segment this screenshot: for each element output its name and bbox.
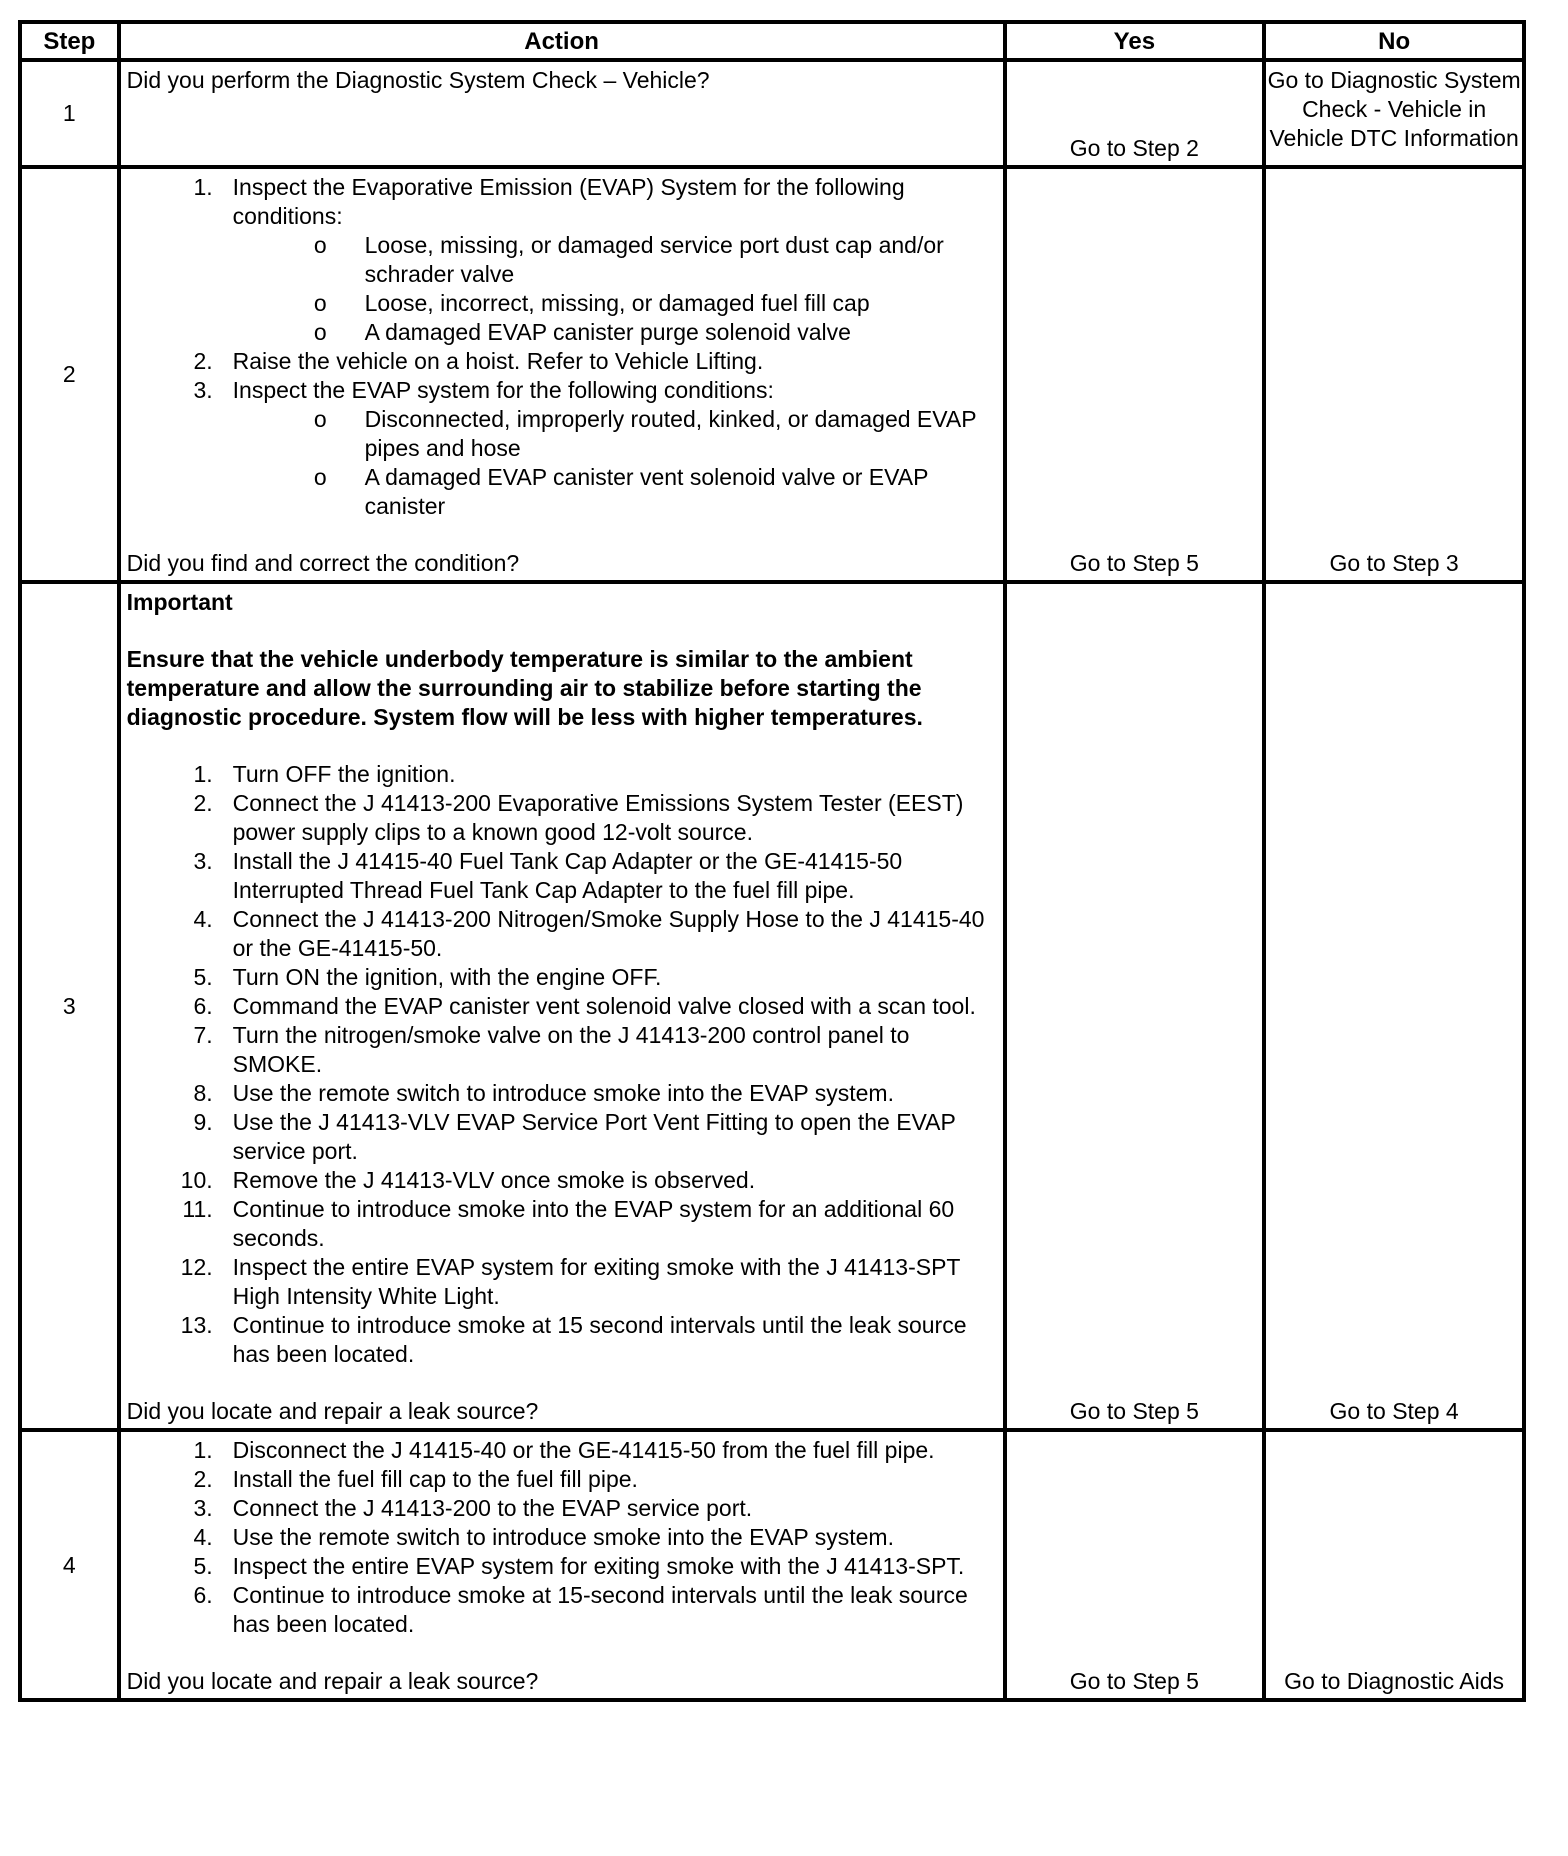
item-number: 10 . (127, 1166, 219, 1195)
yes-cell: Go to Step 5 (1005, 582, 1265, 1430)
item-number: 13 . (127, 1311, 219, 1369)
sub-item (233, 405, 999, 463)
important-heading: Important (126, 589, 233, 615)
step-row-1 (20, 60, 1524, 167)
item-number: 12 . (127, 1253, 219, 1311)
item-text: Inspect the entire EVAP system for exiting smoke with the J 41413-SPT. (232, 1553, 965, 1579)
question-text: Did you locate and repair a leak source? (126, 1668, 539, 1694)
item-text: Continue to introduce smoke at 15 second intervals until the leak source has been located. (232, 1312, 967, 1367)
step-row-2 (20, 167, 1524, 582)
item-number: 11 . (127, 1195, 219, 1253)
list-item (127, 963, 999, 992)
sub-item-text: Loose, missing, or damaged service port dust cap and/or schrader valve (364, 232, 944, 287)
item-number: 2 . (127, 1465, 219, 1494)
sub-item (233, 463, 999, 521)
list-item (127, 1311, 999, 1369)
header-action: Action (119, 22, 1005, 60)
list-item (127, 1021, 999, 1079)
item-text: Use the remote switch to introduce smoke into the EVAP system. (232, 1080, 894, 1106)
list-item (127, 1494, 999, 1523)
yes-cell: Go to Step 5 (1005, 167, 1265, 582)
no-cell: Go to Diagnostic Aids (1264, 1430, 1524, 1700)
item-number: 1 . (127, 760, 219, 789)
list-item (127, 789, 999, 847)
item-number: 6 . (127, 1581, 219, 1639)
list-item (127, 992, 999, 1021)
item-text: Turn ON the ignition, with the engine OFF. (232, 964, 662, 990)
bullet: o (313, 232, 327, 258)
item-number: 7 . (127, 1021, 219, 1079)
item-number: 2 . (127, 789, 219, 847)
item-text: Install the J 41415-40 Fuel Tank Cap Adapter or the GE-41415-50 Interrupted Thread Fuel Tank Cap Adapter to the fuel fill pipe. (232, 848, 903, 903)
item-number: 4 . (127, 905, 219, 963)
list-item (127, 905, 999, 963)
item-number: 5 . (127, 1552, 219, 1581)
item-number: 8 . (127, 1079, 219, 1108)
no-cell: Go to Diagnostic System Check - Vehicle in Vehicle DTC Information (1264, 60, 1524, 167)
yes-cell: Go to Step 2 (1005, 60, 1265, 167)
header-no: No (1264, 22, 1524, 60)
list-item (127, 173, 999, 347)
item-number: 6 . (127, 992, 219, 1021)
item-text: Continue to introduce smoke at 15-second intervals until the leak source has been located. (232, 1582, 968, 1637)
header-row (20, 22, 1524, 60)
no-cell: Go to Step 4 (1264, 582, 1524, 1430)
important-text: Ensure that the vehicle underbody temperature is similar to the ambient temperature and allow the surrounding air to stabilize before starting the diagnostic procedure. System flow will be less with higher temperatures. (126, 646, 923, 730)
action-list (127, 1436, 999, 1639)
sub-item (233, 318, 999, 347)
header-step: Step (20, 22, 119, 60)
item-text: Connect the J 41413-200 to the EVAP service port. (232, 1495, 753, 1521)
item-text: Use the J 41413-VLV EVAP Service Port Vent Fitting to open the EVAP service port. (232, 1109, 956, 1164)
action-list (127, 760, 999, 1369)
step-row-3 (20, 582, 1524, 1430)
sub-list (233, 405, 999, 521)
item-text: Turn OFF the ignition. (232, 761, 456, 787)
action-list (127, 173, 999, 521)
sub-item (233, 231, 999, 289)
item-text: Continue to introduce smoke into the EVAP system for an additional 60 seconds. (232, 1196, 955, 1251)
list-item (127, 1195, 999, 1253)
item-text: Install the fuel fill cap to the fuel fill pipe. (232, 1466, 638, 1492)
step-number: 2 (20, 167, 119, 582)
list-item (127, 1465, 999, 1494)
sub-item (233, 289, 999, 318)
item-text: Disconnect the J 41415-40 or the GE-41415-50 from the fuel fill pipe. (232, 1437, 935, 1463)
list-item (127, 1253, 999, 1311)
item-number: 9 . (127, 1108, 219, 1166)
sub-item-text: Disconnected, improperly routed, kinked, or damaged EVAP pipes and hose (364, 406, 977, 461)
item-number: 3 . (127, 376, 219, 521)
list-item (127, 1436, 999, 1465)
item-text: Turn the nitrogen/smoke valve on the J 41413-200 control panel to SMOKE. (232, 1022, 910, 1077)
diagnostic-table (18, 20, 1526, 1702)
item-number: 3 . (127, 1494, 219, 1523)
item-text: Use the remote switch to introduce smoke into the EVAP system. (232, 1524, 894, 1550)
sub-item-text: A damaged EVAP canister vent solenoid valve or EVAP canister (364, 464, 929, 519)
list-item (127, 1523, 999, 1552)
action-cell (119, 167, 1005, 582)
action-cell (119, 582, 1005, 1430)
item-text: Inspect the Evaporative Emission (EVAP) System for the following conditions: (232, 174, 905, 229)
list-item (127, 376, 999, 521)
action-cell (119, 1430, 1005, 1700)
item-text: Raise the vehicle on a hoist. Refer to Vehicle Lifting. (232, 348, 764, 374)
item-text: Connect the J 41413-200 Evaporative Emissions System Tester (EEST) power supply clips to a known good 12-volt source. (232, 790, 964, 845)
item-number: 1 . (127, 173, 219, 347)
item-number: 2 . (127, 347, 219, 376)
yes-cell: Go to Step 5 (1005, 1430, 1265, 1700)
list-item (127, 347, 999, 376)
step-row-4 (20, 1430, 1524, 1700)
bullet: o (313, 406, 327, 432)
question-text: Did you locate and repair a leak source? (126, 1398, 539, 1424)
no-cell: Go to Step 3 (1264, 167, 1524, 582)
item-text: Remove the J 41413-VLV once smoke is observed. (232, 1167, 756, 1193)
step-number: 1 (20, 60, 119, 167)
step-number: 3 (20, 582, 119, 1430)
bullet: o (313, 290, 327, 316)
item-number: 1 . (127, 1436, 219, 1465)
question-text: Did you perform the Diagnostic System Check – Vehicle? (126, 67, 710, 93)
question-text: Did you find and correct the condition? (126, 550, 520, 576)
item-number: 4 . (127, 1523, 219, 1552)
step-number: 4 (20, 1430, 119, 1700)
sub-list (233, 231, 999, 347)
list-item (127, 1108, 999, 1166)
sub-item-text: Loose, incorrect, missing, or damaged fuel fill cap (364, 290, 870, 316)
item-number: 5 . (127, 963, 219, 992)
item-text: Connect the J 41413-200 Nitrogen/Smoke Supply Hose to the J 41415-40 or the GE-41415-50. (232, 906, 985, 961)
bullet: o (313, 464, 327, 490)
item-text: Inspect the EVAP system for the following conditions: (232, 377, 774, 403)
item-number: 3 . (127, 847, 219, 905)
list-item (127, 1079, 999, 1108)
bullet: o (313, 319, 327, 345)
list-item (127, 847, 999, 905)
action-cell (119, 60, 1005, 167)
item-text: Command the EVAP canister vent solenoid valve closed with a scan tool. (232, 993, 976, 1019)
list-item (127, 1552, 999, 1581)
sub-item-text: A damaged EVAP canister purge solenoid valve (364, 319, 851, 345)
item-text: Inspect the entire EVAP system for exiting smoke with the J 41413-SPT High Intensity White Light. (232, 1254, 961, 1309)
list-item (127, 1581, 999, 1639)
header-yes: Yes (1005, 22, 1265, 60)
list-item (127, 1166, 999, 1195)
list-item (127, 760, 999, 789)
